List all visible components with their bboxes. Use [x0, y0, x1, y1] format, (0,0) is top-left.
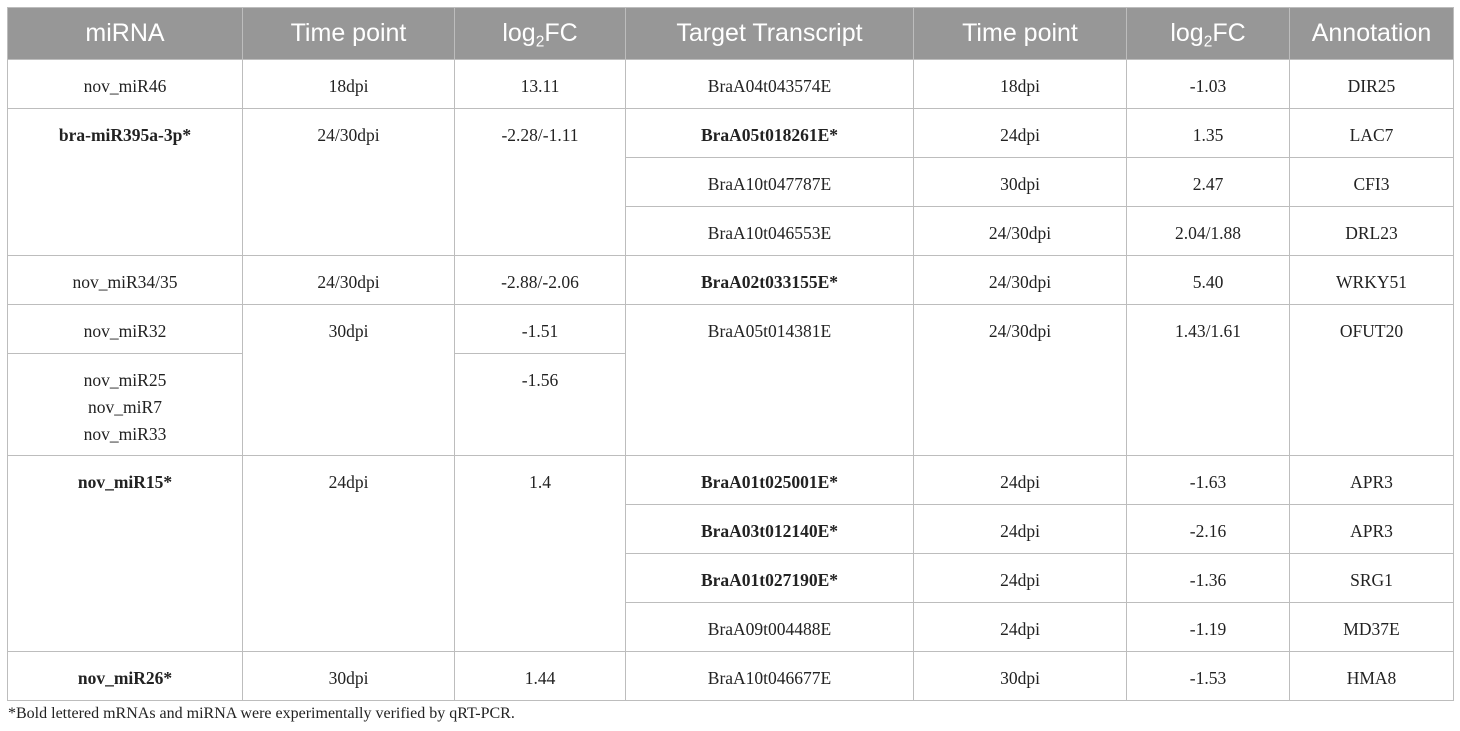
mirna-cell: nov_miR26*: [8, 652, 243, 701]
header-log2fc-target: $\log_2FC$: [1127, 8, 1290, 60]
target-log2fc-cell: 5.40: [1127, 256, 1290, 305]
target-cell: BraA02t033155E*: [626, 256, 914, 305]
mirna-time-cell: 30dpi: [243, 305, 455, 456]
target-time-cell: 24dpi: [914, 554, 1127, 603]
header-annotation: Annotation: [1290, 8, 1454, 60]
target-time-cell: 18dpi: [914, 60, 1127, 109]
mirna-time-cell: 24/30dpi: [243, 256, 455, 305]
target-time-cell: 24/30dpi: [914, 305, 1127, 456]
target-time-cell: 30dpi: [914, 652, 1127, 701]
table-footnote: *Bold lettered mRNAs and miRNA were experimentally verified by qRT-PCR.: [8, 705, 515, 722]
mirna-name: nov_miR7: [88, 397, 162, 417]
mirna-cell: bra-miR395a-3p*: [8, 109, 243, 256]
mirna-target-table: [7, 7, 1454, 701]
table-row: [8, 109, 1454, 158]
mirna-cell: nov_miR34/35: [8, 256, 243, 305]
table-row: [8, 60, 1454, 109]
mirna-time-cell: 30dpi: [243, 652, 455, 701]
target-cell: BraA05t014381E: [626, 305, 914, 456]
target-cell: BraA10t046677E: [626, 652, 914, 701]
mirna-cell: nov_miR15*: [8, 456, 243, 652]
target-cell: BraA05t018261E*: [626, 109, 914, 158]
target-log2fc-cell: -2.16: [1127, 505, 1290, 554]
target-cell: BraA03t012140E*: [626, 505, 914, 554]
annotation-cell: CFI3: [1290, 158, 1454, 207]
target-log2fc-cell: -1.19: [1127, 603, 1290, 652]
annotation-cell: MD37E: [1290, 603, 1454, 652]
target-log2fc-cell: 1.43/1.61: [1127, 305, 1290, 456]
target-time-cell: 24dpi: [914, 603, 1127, 652]
mirna-name: nov_miR33: [83, 424, 167, 444]
table-header-row: [8, 8, 1454, 60]
target-time-cell: 24dpi: [914, 456, 1127, 505]
target-cell: BraA01t025001E*: [626, 456, 914, 505]
header-time-point-target: Time point: [914, 8, 1127, 60]
target-time-cell: 24/30dpi: [914, 207, 1127, 256]
target-cell: BraA10t046553E: [626, 207, 914, 256]
target-cell: BraA09t004488E: [626, 603, 914, 652]
target-time-cell: 24dpi: [914, 505, 1127, 554]
mirna-time-cell: 24dpi: [243, 456, 455, 652]
table-row: [8, 652, 1454, 701]
mirna-log2fc-cell: 1.44: [455, 652, 626, 701]
table-row: [8, 305, 1454, 354]
mirna-time-cell: 18dpi: [243, 60, 455, 109]
mirna-log2fc-cell: -2.28/-1.11: [455, 109, 626, 256]
target-cell: BraA04t043574E: [626, 60, 914, 109]
annotation-cell: APR3: [1290, 505, 1454, 554]
header-log2fc: $\log_2FC$: [455, 8, 626, 60]
mirna-cell: nov_miR46: [8, 60, 243, 109]
target-log2fc-cell: 2.47: [1127, 158, 1290, 207]
mirna-log2fc-cell: 13.11: [455, 60, 626, 109]
table-row: [8, 456, 1454, 505]
target-log2fc-cell: -1.36: [1127, 554, 1290, 603]
annotation-cell: WRKY51: [1290, 256, 1454, 305]
target-cell: BraA10t047787E: [626, 158, 914, 207]
header-mirna: miRNA: [8, 8, 243, 60]
target-log2fc-cell: 2.04/1.88: [1127, 207, 1290, 256]
header-target-transcript: Target Transcript: [626, 8, 914, 60]
mirna-log2fc-cell: -1.51: [455, 305, 626, 354]
annotation-cell: LAC7: [1290, 109, 1454, 158]
target-log2fc-cell: -1.63: [1127, 456, 1290, 505]
mirna-log2fc-cell: 1.4: [455, 456, 626, 652]
mirna-cell: [8, 354, 243, 456]
mirna-log2fc-cell: -1.56: [455, 354, 626, 456]
annotation-cell: HMA8: [1290, 652, 1454, 701]
annotation-cell: APR3: [1290, 456, 1454, 505]
target-time-cell: 24dpi: [914, 109, 1127, 158]
mirna-cell: nov_miR32: [8, 305, 243, 354]
table-row: [8, 256, 1454, 305]
mirna-time-cell: 24/30dpi: [243, 109, 455, 256]
annotation-cell: OFUT20: [1290, 305, 1454, 456]
target-log2fc-cell: -1.03: [1127, 60, 1290, 109]
annotation-cell: SRG1: [1290, 554, 1454, 603]
annotation-cell: DRL23: [1290, 207, 1454, 256]
target-cell: BraA01t027190E*: [626, 554, 914, 603]
target-log2fc-cell: -1.53: [1127, 652, 1290, 701]
annotation-cell: DIR25: [1290, 60, 1454, 109]
mirna-log2fc-cell: -2.88/-2.06: [455, 256, 626, 305]
target-time-cell: 24/30dpi: [914, 256, 1127, 305]
target-time-cell: 30dpi: [914, 158, 1127, 207]
header-time-point: Time point: [243, 8, 455, 60]
target-log2fc-cell: 1.35: [1127, 109, 1290, 158]
mirna-name: nov_miR25: [83, 370, 167, 390]
